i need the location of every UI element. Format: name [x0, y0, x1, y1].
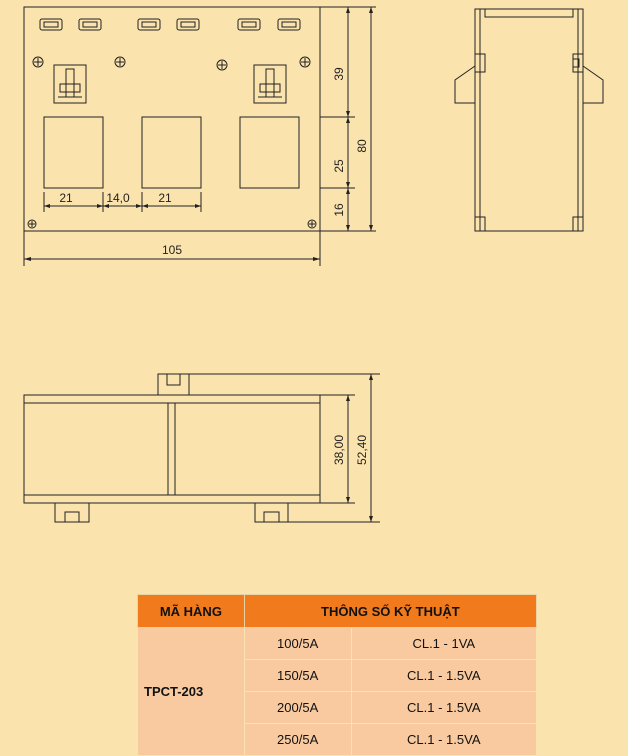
dim-h-bot: 16: [332, 203, 346, 217]
spec-table-header: [138, 595, 537, 628]
spec-cell: CL.1 - 1.5VA: [351, 660, 536, 692]
col-spec-header: THÔNG SỐ KỸ THUẬT: [244, 595, 536, 628]
product-code: TPCT-203: [138, 628, 245, 756]
spec-cell: CL.1 - 1.5VA: [351, 692, 536, 724]
dim-width: 105: [161, 243, 183, 257]
ratio-cell: 150/5A: [244, 660, 351, 692]
ratio-cell: 200/5A: [244, 692, 351, 724]
dim-depth-outer: 52,40: [355, 434, 369, 466]
dim-height: 80: [355, 139, 369, 153]
dim-window-a: 21: [59, 191, 73, 205]
spec-cell: CL.1 - 1.5VA: [351, 724, 536, 756]
bottom-view: [24, 374, 380, 522]
spec-table: [137, 594, 537, 756]
side-view: [455, 9, 603, 231]
col-code-header: MÃ HÀNG: [138, 595, 245, 628]
spec-cell: CL.1 - 1VA: [351, 628, 536, 660]
table-row: [138, 628, 537, 660]
ratio-cell: 100/5A: [244, 628, 351, 660]
ratio-cell: 250/5A: [244, 724, 351, 756]
dim-window-b: 21: [158, 191, 172, 205]
front-view: [24, 7, 376, 266]
dim-depth-inner: 38,00: [332, 434, 346, 466]
dim-h-mid: 25: [332, 159, 346, 173]
dim-h-top: 39: [332, 67, 346, 81]
dim-window-gap: 14,0: [106, 191, 130, 205]
